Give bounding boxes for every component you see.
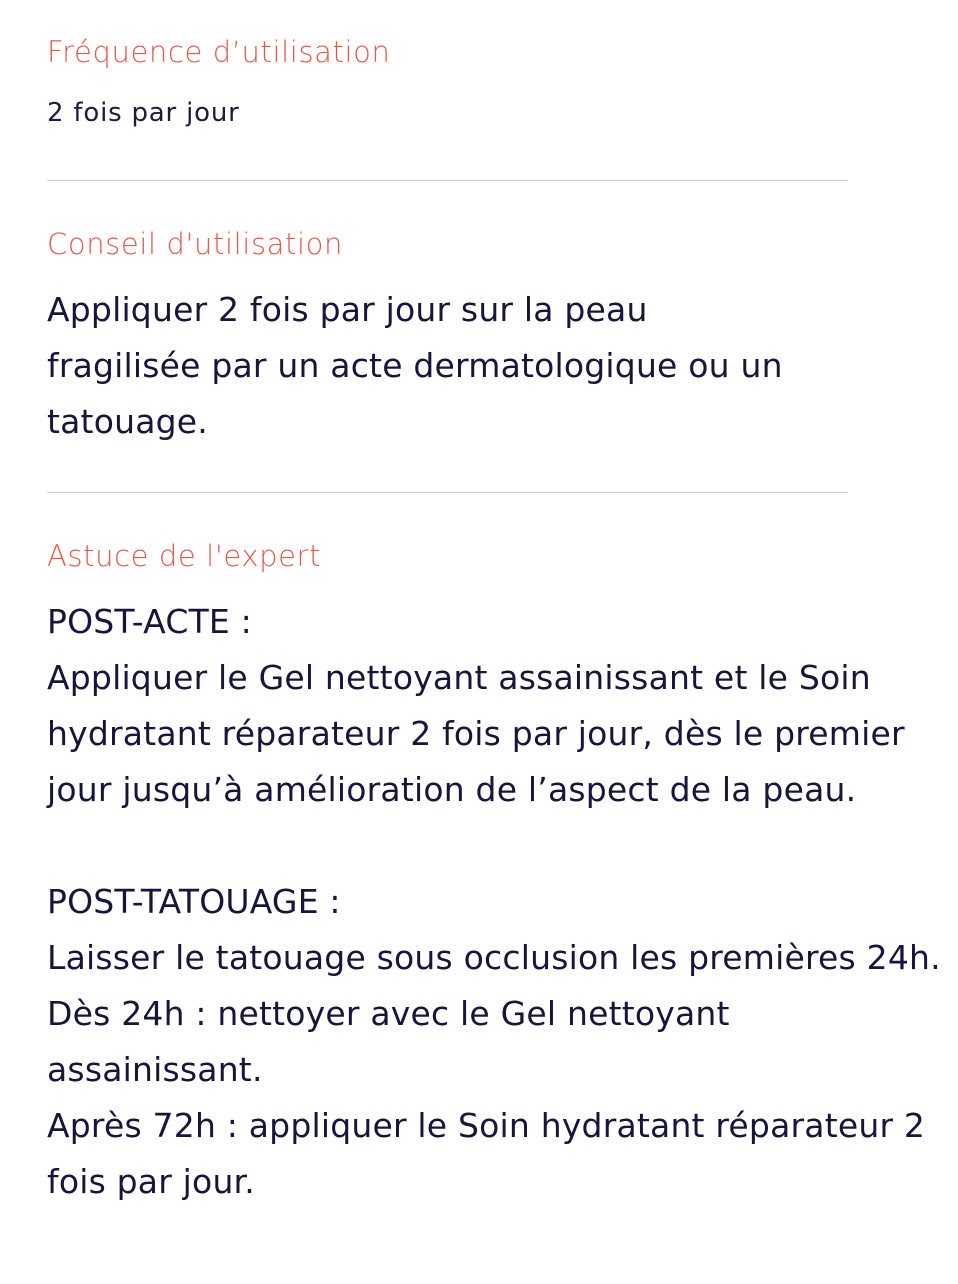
usage-advice-line: fragilisée par un acte dermatologique ou un [47,346,783,385]
post-tatouage-line: Après 72h : appliquer le Soin hydratant réparateur 2 [47,1106,926,1145]
divider [47,180,848,181]
post-acte-line: hydratant réparateur 2 fois par jour, dès le premier [47,714,905,753]
post-tatouage-line: Laisser le tatouage sous occlusion les premières 24h. [47,938,941,977]
usage-advice-line: Appliquer 2 fois par jour sur la peau [47,290,648,329]
frequency-value: 2 fois par jour [47,98,240,128]
post-tatouage-line: fois par jour. [47,1162,255,1201]
frequency-title: Fréquence d’utilisation [47,35,391,69]
expert-tip-text [47,594,941,1210]
usage-advice-title: Conseil d'utilisation [47,227,343,261]
post-tatouage-line: assainissant. [47,1050,263,1089]
usage-advice-line: tatouage. [47,402,208,441]
divider [47,492,848,493]
post-tatouage-heading: POST-TATOUAGE : [47,882,341,921]
post-acte-line: jour jusqu’à amélioration de l’aspect de la peau. [47,770,857,809]
post-acte-heading: POST-ACTE : [47,602,252,641]
expert-tip-title: Astuce de l'expert [47,539,322,573]
post-tatouage-line: Dès 24h : nettoyer avec le Gel nettoyant [47,994,730,1033]
usage-advice-text [47,282,783,450]
post-acte-line: Appliquer le Gel nettoyant assainissant et le Soin [47,658,871,697]
blank-line [47,818,941,874]
